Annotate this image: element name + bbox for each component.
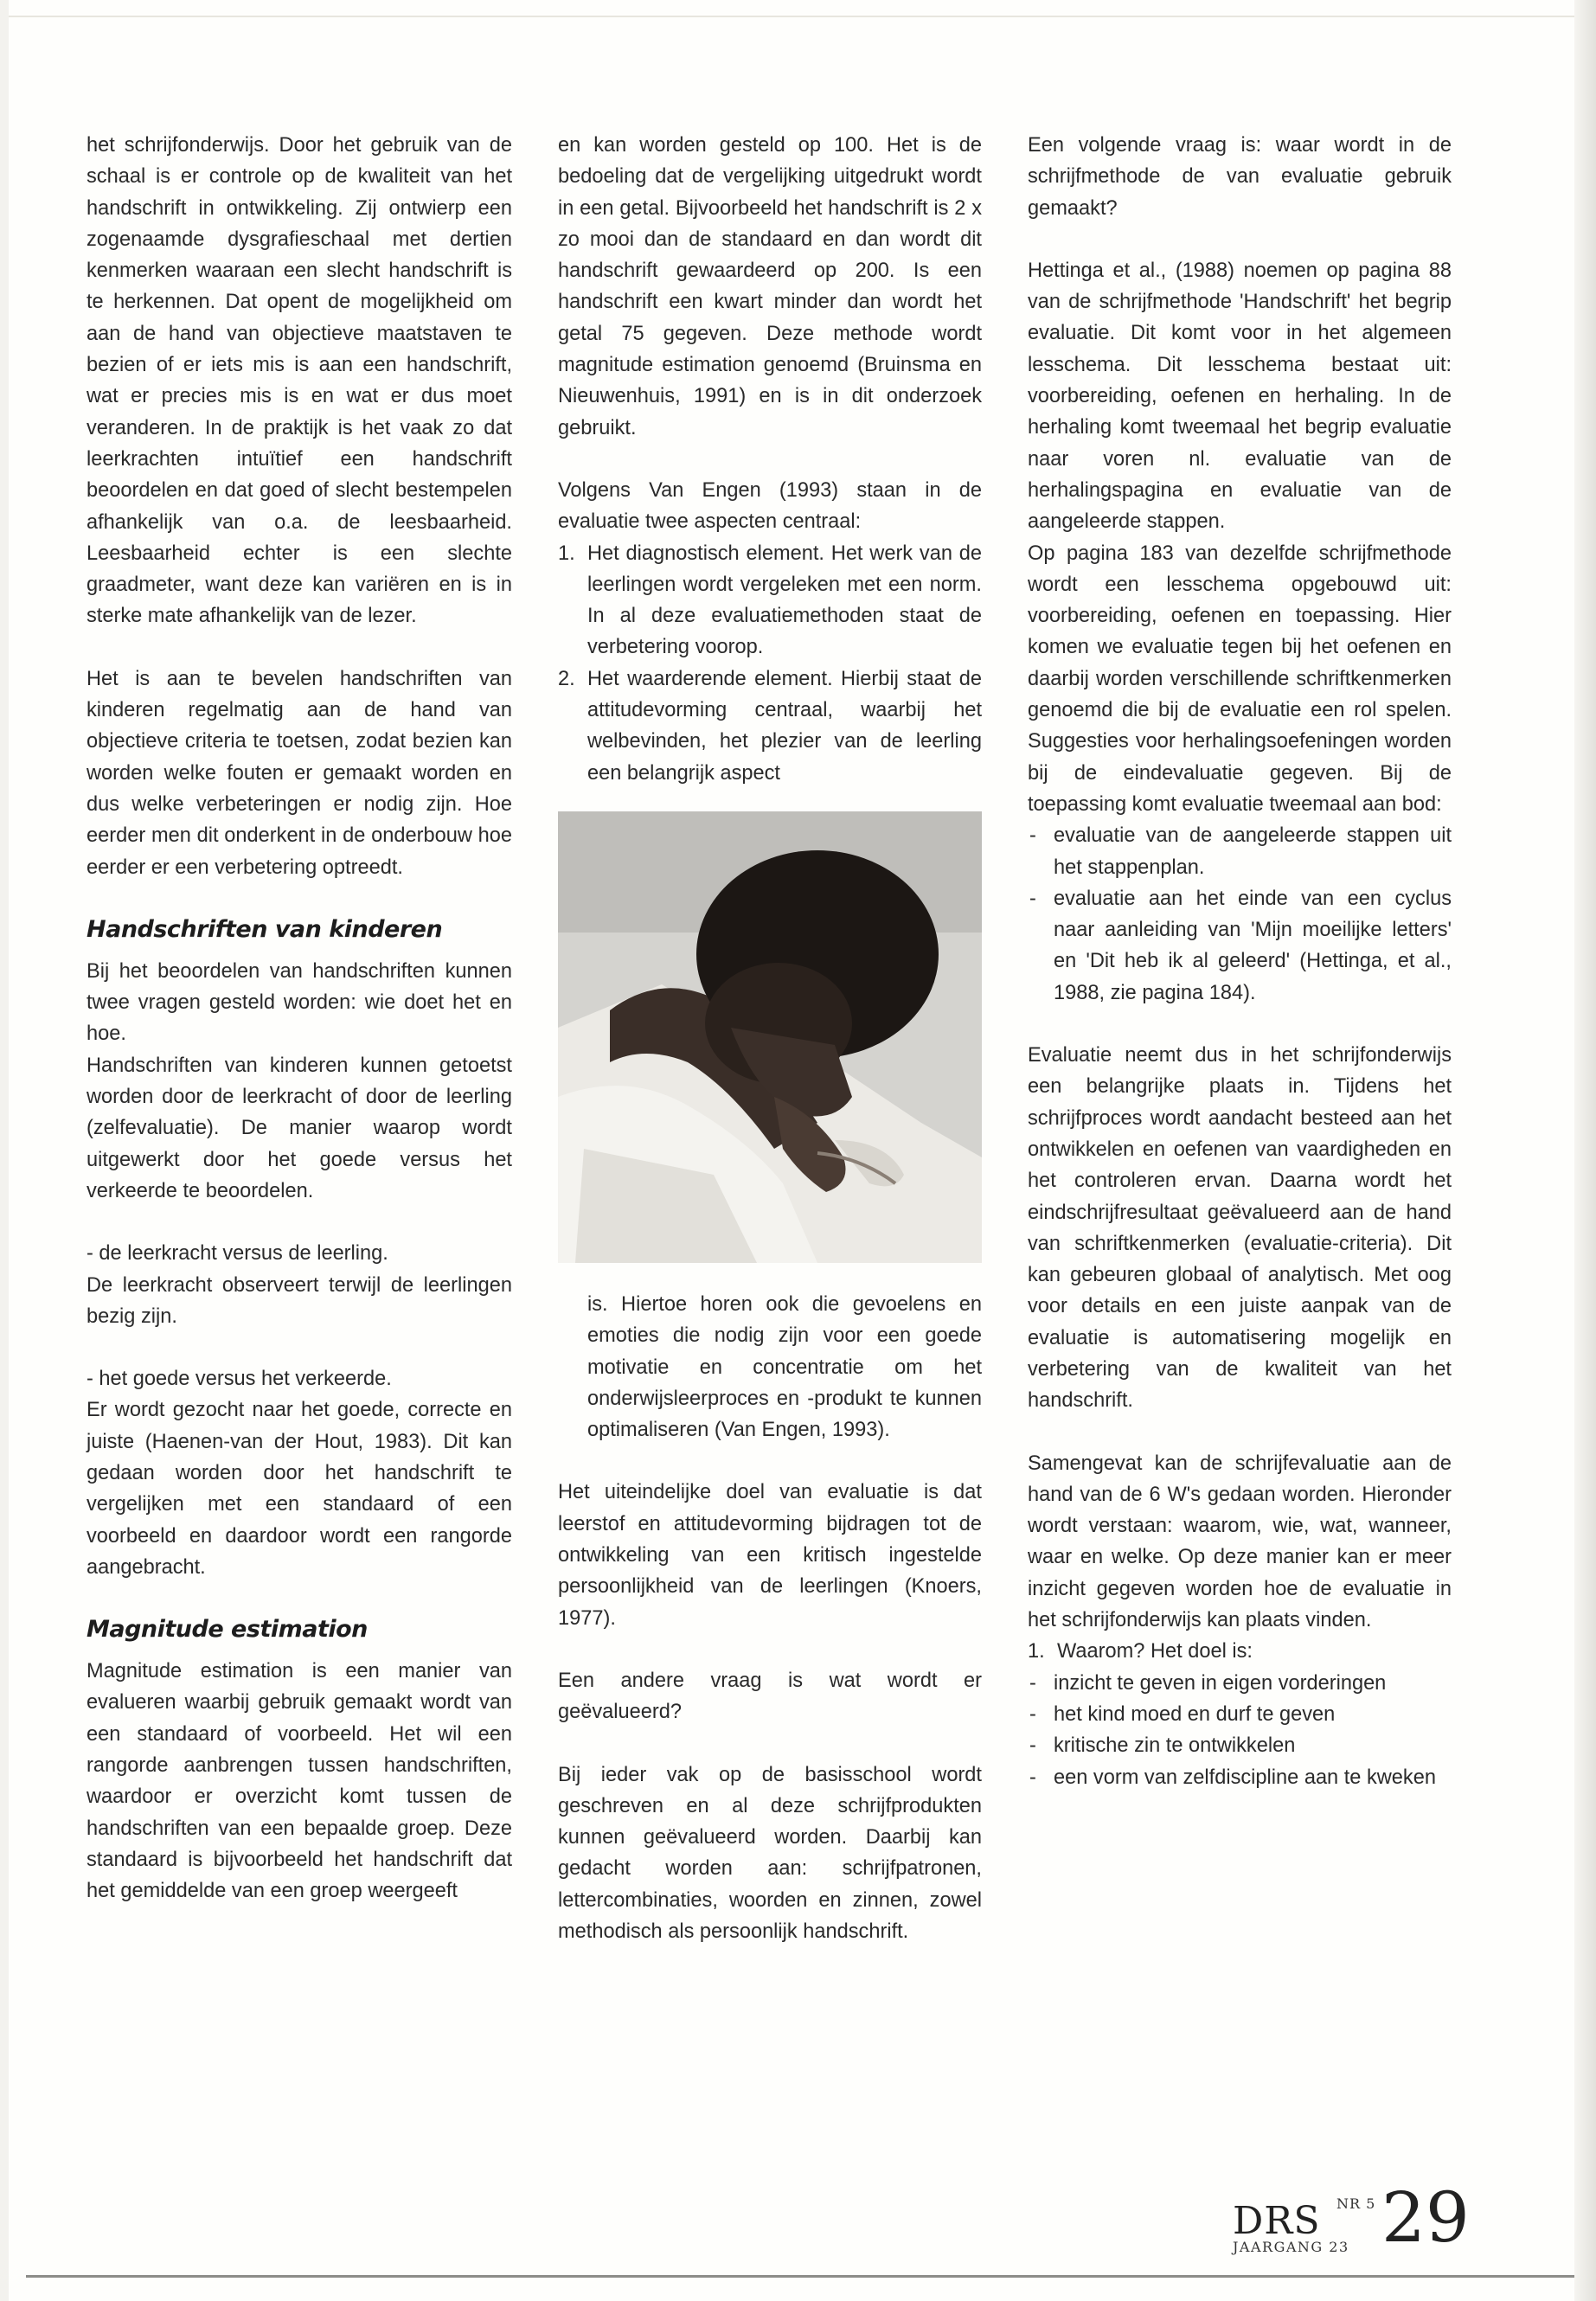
- paragraph: De leerkracht observeert terwijl de leerlingen bezig zijn.: [87, 1273, 512, 1328]
- list-intro: - het goede versus het verkeerde.: [87, 1368, 392, 1391]
- paragraph: Het is aan te bevelen handschriften van kinderen regelmatig aan de hand van objectieve criteria te toetsen, zodat bezien kan worden welke fouten er gemaakt worden en dus welke verbeteringen er nodig zijn. Hoe eerder men dit onderkent in de onderbouw hoe eerder er een verbetering optreedt.: [87, 667, 512, 879]
- paragraph: Magnitude estimation is een manier van evalueren waarbij gebruik gemaakt wordt van een standaard of voorbeeld. Het wil een rangorde aanbrengen tussen handschriften, waardoor er overzicht komt tussen de handschriften van een bepaalde groep. Deze standaard is bijvoorbeeld het handschrift dat het gemiddelde van een groep weergeeft: [87, 1660, 512, 1903]
- paragraph: Hettinga et al., (1988) noemen op pagina 88 van de schrijfmethode 'Handschrift' het begrip evaluatie. Dit komt voor in het algemeen lesschema. Dit lesschema bestaat uit: voorbereiding, oefenen en herhaling. In de herhaling komt tweemaal het begrip evaluatie naar voren nl. evaluatie van de herhalingspagina en evaluatie van de aangeleerde stappen.: [1028, 259, 1452, 534]
- list-continuation: is. Hiertoe horen ook die gevoelens en emoties die nodig zijn voor een goede motivatie en concentratie om het onderwijsleerproces en -produkt te kunnen optimaliseren (Van Engen, 1993).: [587, 1292, 982, 1442]
- list-item: - evaluatie aan het einde van een cyclus naar aanleiding van 'Mijn moeilijke letters' en 'Dit heb ik al geleerd' (Hettinga, et al., 1988, zie pagina 184).: [1029, 887, 1452, 1004]
- page-edge-left: [0, 0, 9, 2301]
- paragraph: Het uiteindelijke doel van evaluatie is dat leerstof en attitudevorming bijdragen tot de ontwikkeling van een kritisch ingestelde persoonlijkheid van de leerlingen (Knoers, 1977).: [558, 1481, 982, 1630]
- paragraph: Bij het beoordelen van handschriften kunnen twee vragen gesteld worden: wie doet het en hoe.: [87, 959, 512, 1046]
- dash-sublist: [1028, 1668, 1452, 1793]
- paragraph: Volgens Van Engen (1993) staan in de evaluatie twee aspecten centraal:: [558, 478, 982, 534]
- list-item: 1. Het diagnostisch element. Het werk van de leerlingen wordt vergeleken met een norm. In al deze evaluatiemethoden staat de verbetering voorop.: [558, 542, 982, 659]
- paragraph: Evaluatie neemt dus in het schrijfonderwijs een belangrijke plaats in. Tijdens het schrijfproces wordt aandacht besteed aan het ontwikkelen en oefenen van vaardigheden en het controleren ervan. Daarna wordt het eindschrijfresultaat geëvalueerd aan de hand van schriftkenmerken (evaluatie-criteria). Dit kan gebeuren globaal of analytisch. Met oog voor details en een juiste aanpak van de evaluatie is automatisering mogelijk en verbetering van de kwaliteit van het handschrift.: [1028, 1044, 1452, 1413]
- page-number: 29: [1381, 2177, 1470, 2258]
- list-intro: - de leerkracht versus de leerling.: [87, 1242, 388, 1266]
- column-3: [1028, 130, 1452, 1793]
- list-item: - een vorm van zelfdiscipline aan te kweken: [1029, 1766, 1436, 1789]
- paragraph: Handschriften van kinderen kunnen getoetst worden door de leerkracht of door de leerling (zelfevaluatie). De manier waarop wordt uitgewerkt door het goede versus het verkeerde te beoordelen.: [87, 1054, 512, 1202]
- list-item: - evaluatie van de aangeleerde stappen uit het stappenplan.: [1029, 824, 1452, 879]
- numbered-list: [558, 538, 982, 789]
- paragraph: en kan worden gesteld op 100. Het is de bedoeling dat de vergelijking uitgedrukt wordt in een getal. Bijvoorbeeld het handschrift is 2 x zo mooi dan de standaard en dan wordt dit handschrift gewaardeerd op 200. Is een handschrift een kwart minder dan wordt het getal 75 gegeven. Deze methode wordt magnitude estimation genoemd (Bruinsma en Nieuwenhuis, 1991) en is in dit onderzoek gebruikt.: [558, 134, 982, 439]
- list-item: 2. Het waarderende element. Hierbij staat de attitudevorming centraal, waarbij het welbevinden, het plezier van de leerling een belangrijk aspect: [558, 667, 982, 785]
- list-item: - inzicht te geven in eigen vorderingen: [1029, 1671, 1387, 1695]
- section-heading-magnitude: Magnitude estimation: [87, 1616, 368, 1644]
- paragraph: Op pagina 183 van dezelfde schrijfmethode wordt een lesschema opgebouwd uit: voorbereiding, oefenen en toepassing. Hier komen we evaluatie tegen bij het oefenen en daarbij worden verschillende schriftkenmerken genoemd die bij de evaluatie een rol spelen. Suggesties voor herhalingsoefeningen worden bij de eindevaluatie gegeven. Bij de toepassing komt evaluatie tweemaal aan bod:: [1028, 542, 1452, 816]
- page-shadow-right: [1574, 0, 1596, 2301]
- paragraph: het schrijfonderwijs. Door het gebruik van de schaal is er controle op de kwaliteit van het handschrift in ontwikkeling. Zij ontwierp een zogenaamde dysgrafieschaal met dertien kenmerken waaraan een slecht handschrift is te herkennen. Dat opent de mogelijkheid om aan de hand van objectieve maatstaven te bezien of er iets mis is aan een handschrift, wat er precies mis is en wat er dus moet veranderen. In de praktijk is het vaak zo dat leerkrachten intuïtief een handschrift beoordelen en dat goed of slecht bestempelen afhankelijk van o.a. de leesbaarheid. Leesbaarheid echter is een slechte graadmeter, want deze kan variëren en is in sterke mate afhankelijk van de lezer.: [87, 134, 512, 628]
- paragraph: Een andere vraag is wat wordt er geëvalueerd?: [558, 1669, 982, 1724]
- photo-child-writing: [558, 811, 982, 1263]
- photo-illustration: [558, 811, 982, 1263]
- magazine-name: DRS: [1233, 2199, 1321, 2243]
- page-edge-top: [0, 16, 1596, 17]
- column-1: [87, 130, 512, 1907]
- volume-label: JAARGANG 23: [1233, 2239, 1349, 2255]
- paragraph: Bij ieder vak op de basisschool wordt geschreven en al deze schrijfprodukten kunnen geëvalueerd worden. Daarbij kan gedacht worden aan: schrijfpatronen, lettercombinaties, woorden en zinnen, zowel methodisch als persoonlijk handschrift.: [558, 1763, 982, 1943]
- page-edge-bottom: [26, 2275, 1574, 2278]
- list-item: - kritische zin te ontwikkelen: [1029, 1734, 1296, 1758]
- list-item: - het kind moed en durf te geven: [1029, 1702, 1336, 1726]
- page-footer: [1233, 2177, 1470, 2258]
- issue-number: NR 5: [1336, 2195, 1376, 2212]
- numbered-list: [1028, 1636, 1452, 1667]
- paragraph: Samengevat kan de schrijfevaluatie aan de hand van de 6 W's gedaan worden. Hieronder wordt verstaan: waarom, wie, wat, wanneer, waar en welke. Op deze manier kan er meer inzicht gegeven worden hoe de evaluatie in het schrijfonderwijs kan plaats vinden.: [1028, 1452, 1452, 1632]
- paragraph: Een volgende vraag is: waar wordt in de schrijfmethode de van evaluatie gebruik gemaakt?: [1028, 134, 1452, 220]
- list-item: 1. Waarom? Het doel is:: [1028, 1640, 1253, 1663]
- section-heading-handschriften: Handschriften van kinderen: [87, 915, 443, 943]
- column-2: [558, 130, 982, 1947]
- dash-list: [1028, 820, 1452, 1009]
- paragraph: Er wordt gezocht naar het goede, correcte en juiste (Haenen-van der Hout, 1983). Dit kan gedaan worden door het handschrift te vergelijken met een standaard of een voorbeeld en daardoor wordt een rangorde aangebracht.: [87, 1399, 512, 1579]
